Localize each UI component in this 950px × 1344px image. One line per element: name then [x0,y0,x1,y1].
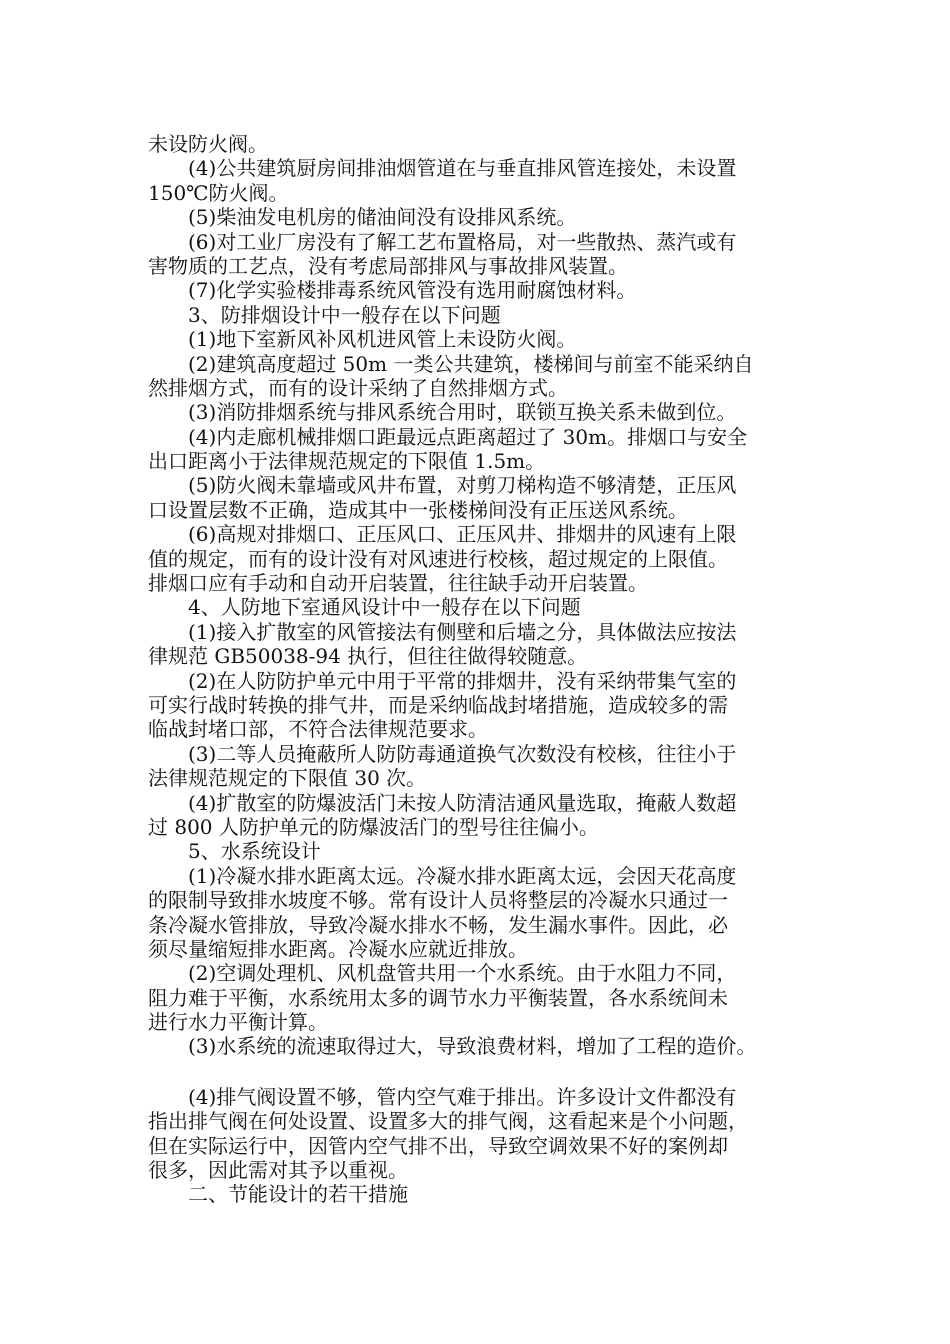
text-line: (4)内走廊机械排烟口距最远点距离超过了 30m。排烟口与安全 [188,424,748,449]
text-line: 进行水力平衡计算。 [148,1010,328,1035]
text-line: 二、节能设计的若干措施 [188,1182,408,1207]
text-line: (2)空调处理机、风机盘管共用一个水系统。由于水阻力不同， [188,961,737,986]
text-line: (4)扩散室的防爆波活门未按人防清洁通风量选取，掩蔽人数超 [188,790,737,815]
text-line: 值的规定，而有的设计没有对风速进行校核，超过规定的上限值。 [148,546,728,571]
text-line: 口设置层数不正确，造成其中一张楼梯间没有正压送风系统。 [148,497,688,522]
text-line: (1)冷凝水排水距离太远。冷凝水排水距离太远，会因天花高度 [188,863,737,888]
text-line: 害物质的工艺点，没有考虑局部排风与事故排风装置。 [148,253,628,278]
text-line: 150℃防火阀。 [148,180,289,205]
text-line: (4)排气阀设置不够，管内空气难于排出。许多设计文件都没有 [188,1084,737,1109]
text-line: (1)接入扩散室的风管接法有侧壁和后墙之分，具体做法应按法 [188,619,737,644]
text-line: (5)柴油发电机房的储油间没有设排风系统。 [188,205,577,230]
text-line: (3)消防排烟系统与排风系统合用时，联锁互换关系未做到位。 [188,400,737,425]
text-line: (3)水系统的流速取得过大，导致浪费材料，增加了工程的造价。 [188,1034,757,1059]
text-line: 过 800 人防护单元的防爆波活门的型号往往偏小。 [148,814,599,839]
text-line: 然排烟方式，而有的设计采纳了自然排烟方式。 [148,375,568,400]
text-line: (4)公共建筑厨房间排油烟管道在与垂直排风管连接处，未设置 [188,156,737,181]
text-line: 条冷凝水管排放，导致冷凝水排水不畅，发生漏水事件。因此，必 [148,912,728,937]
text-line: 阻力难于平衡，水系统用太多的调节水力平衡装置，各水系统间未 [148,985,728,1010]
text-line: 但在实际运行中，因管内空气排不出，导致空调效果不好的案例却 [148,1133,728,1158]
text-line: 的限制导致排水坡度不够。常有设计人员将整层的冷凝水只通过一 [148,888,728,913]
text-line: 出口距离小于法律规范规定的下限值 1.5m。 [148,449,546,474]
text-line: (3)二等人员掩蔽所人防防毒通道换气次数没有校核，往往小于 [188,741,737,766]
text-line: (5)防火阀未靠墙或风井布置，对剪刀梯构造不够清楚，正压风 [188,473,737,498]
text-line: 可实行战时转换的排气井，而是采纳临战封堵措施，造成较多的需 [148,692,728,717]
text-line: (6)对工业厂房没有了解工艺布置格局，对一些散热、蒸汽或有 [188,229,737,254]
text-line: 很多，因此需对其予以重视。 [148,1158,408,1183]
text-line: 临战封堵口部，不符合法律规范要求。 [148,717,488,742]
text-line: 指出排气阀在何处设置、设置多大的排气阀，这看起来是个小问题， [148,1109,748,1134]
text-line: (6)高规对排烟口、正压风口、正压风井、排烟井的风速有上限 [188,522,737,547]
text-line: 3、防排烟设计中一般存在以下问题 [188,302,501,327]
text-line: (1)地下室新风补风机进风管上未设防火阀。 [188,327,577,352]
document-body [148,132,828,1207]
text-line: 4、人防地下室通风设计中一般存在以下问题 [188,595,581,620]
text-line: (7)化学实验楼排毒系统风管没有选用耐腐蚀材料。 [188,278,637,303]
text-line: 法律规范规定的下限值 30 次。 [148,766,427,791]
text-line: (2)建筑高度超过 50m 一类公共建筑，楼梯间与前室不能采纳自 [188,351,754,376]
text-line: 5、水系统设计 [188,839,321,864]
text-line: 未设防火阀。 [148,132,268,156]
text-line: (2)在人防防护单元中用于平常的排烟井，没有采纳带集气室的 [188,668,737,693]
text-line: 须尽量缩短排水距离。冷凝水应就近排放。 [148,936,528,961]
text-line: 律规范 GB50038-94 执行，但往往做得较随意。 [148,644,588,669]
text-line: 排烟口应有手动和自动开启装置，往往缺手动开启装置。 [148,571,648,596]
